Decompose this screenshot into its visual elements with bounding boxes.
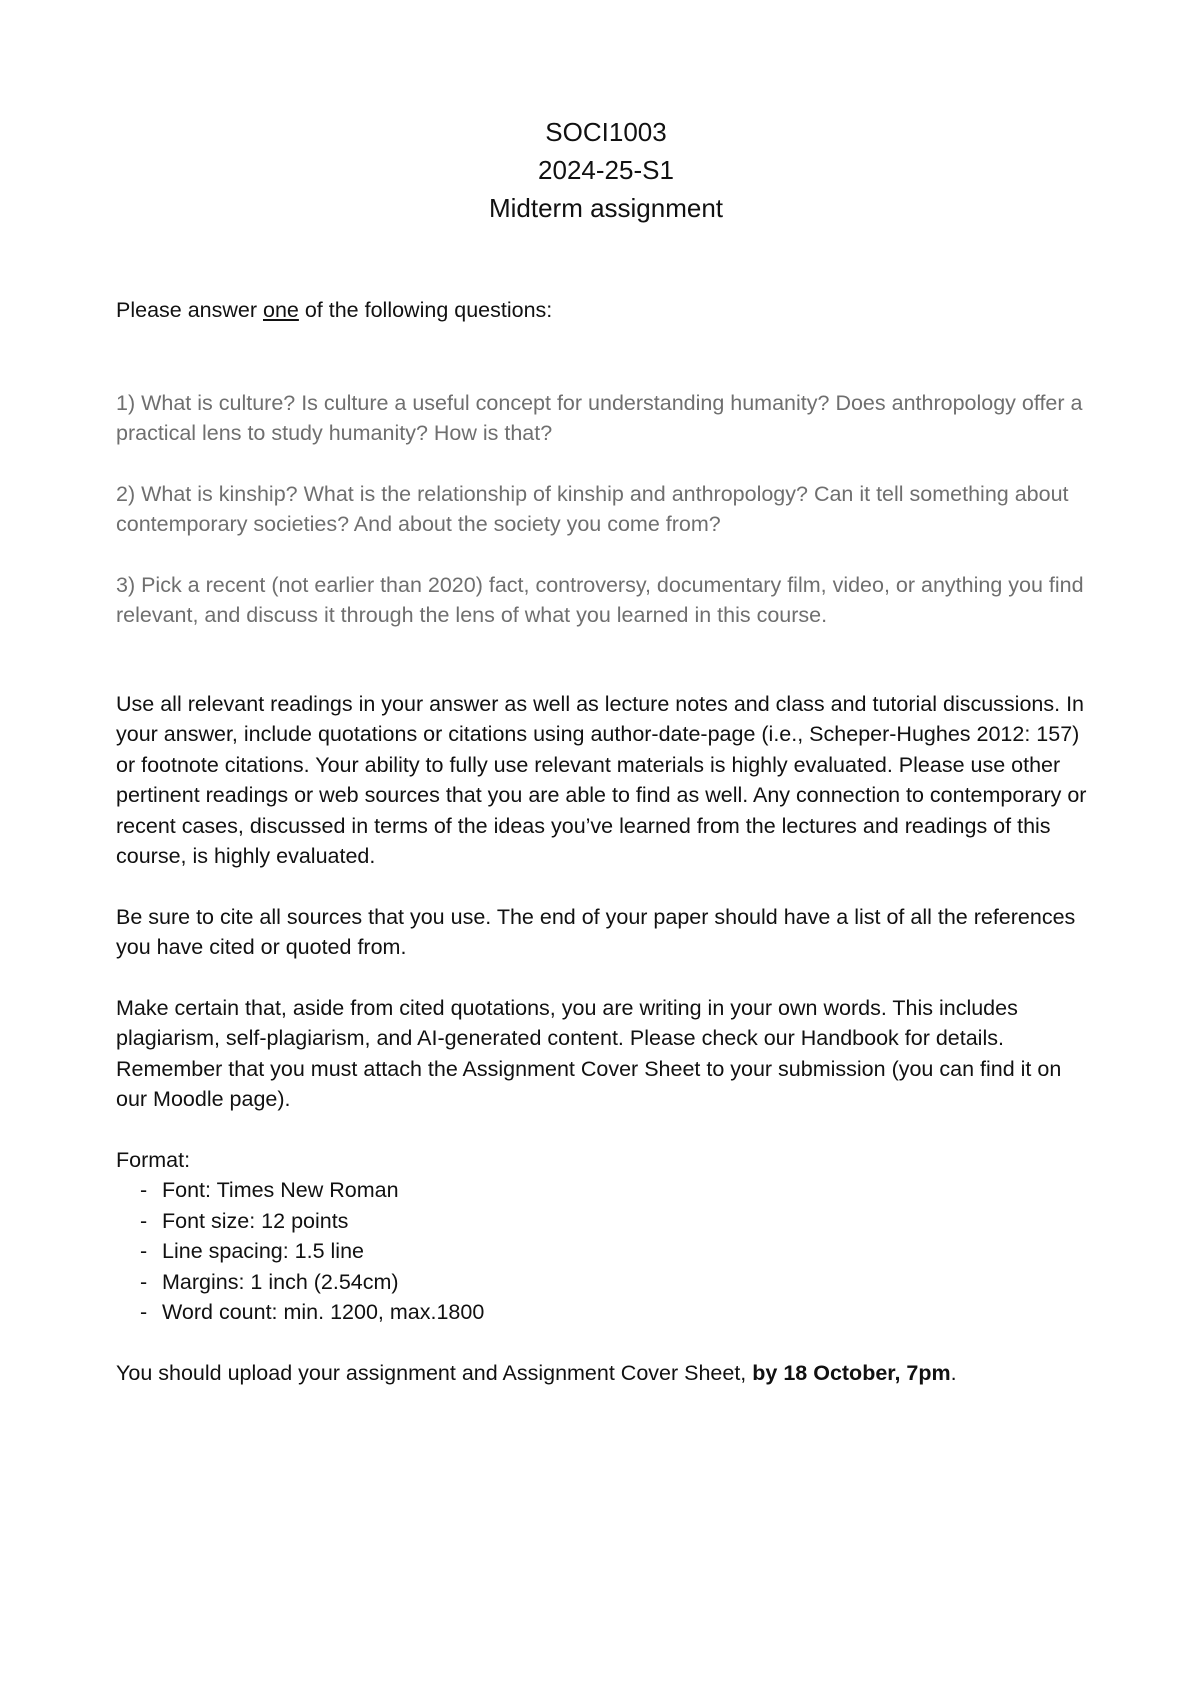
- upload-text: You should upload your assignment and Assignment Cover Sheet,: [116, 1360, 753, 1385]
- intro-before: Please answer: [116, 298, 263, 322]
- intro-underlined: one: [263, 298, 299, 322]
- document-page: [116, 113, 1096, 1388]
- format-item-line-spacing: - Line spacing: 1.5 line: [140, 1236, 1096, 1267]
- intro-after: of the following questions:: [298, 298, 553, 322]
- question-1: 1) What is culture? Is culture a useful concept for understanding humanity? Does anthropology offer a practical lens to study humanity? How is that?: [116, 390, 1083, 445]
- paragraph-readings: Use all relevant readings in your answer as well as lecture notes and class and tutorial discussions. In your answer, include quotations or citations using author-date-page (i.e., Scheper-Hughes 2012: 157) or footnote citations. Your ability to fully use relevant materials is highly evaluated. Please use other pertinent readings or web sources that you are able to find as well. Any connection to contemporary or recent cases, discussed in terms of the ideas you’ve learned from the lectures and readings of this course, is highly evaluated.: [116, 691, 1087, 868]
- upload-deadline: by 18 October, 7pm: [752, 1360, 951, 1385]
- semester: 2024-25-S1: [538, 155, 674, 185]
- upload-instruction: [116, 1358, 1096, 1389]
- course-code: SOCI1003: [545, 117, 667, 147]
- format-item-font: - Font: Times New Roman: [140, 1175, 1096, 1206]
- paragraph-citations: Be sure to cite all sources that you use. The end of your paper should have a list of all the references you have cited or quoted from.: [116, 904, 1076, 959]
- question-3: 3) Pick a recent (not earlier than 2020) fact, controversy, documentary film, video, or anything you find relevant, and discuss it through the lens of what you learned in this course.: [116, 572, 1084, 627]
- format-label: Format:: [116, 1147, 191, 1172]
- upload-end: .: [950, 1360, 957, 1385]
- instructions: [116, 689, 1096, 1389]
- format-item-font-size: - Font size: 12 points: [140, 1206, 1096, 1237]
- format-item-margins: - Margins: 1 inch (2.54cm): [140, 1267, 1096, 1298]
- question-list: [116, 388, 1096, 631]
- format-list: [116, 1175, 1096, 1328]
- format-item-word-count: - Word count: min. 1200, max.1800: [140, 1297, 1096, 1328]
- document-title: Midterm assignment: [488, 193, 724, 223]
- title-block: [116, 113, 1096, 227]
- intro-line: [116, 295, 1096, 326]
- paragraph-plagiarism: Make certain that, aside from cited quotations, you are writing in your own words. This includes plagiarism, self-plagiarism, and AI-generated content. Please check our Handbook for details. Remember that you must attach the Assignment Cover Sheet to your submission (you can find it on our Moodle page).: [116, 995, 1062, 1111]
- question-2: 2) What is kinship? What is the relationship of kinship and anthropology? Can it tell something about contemporary societies? And about the society you come from?: [116, 481, 1069, 536]
- format-section: [116, 1145, 1096, 1328]
